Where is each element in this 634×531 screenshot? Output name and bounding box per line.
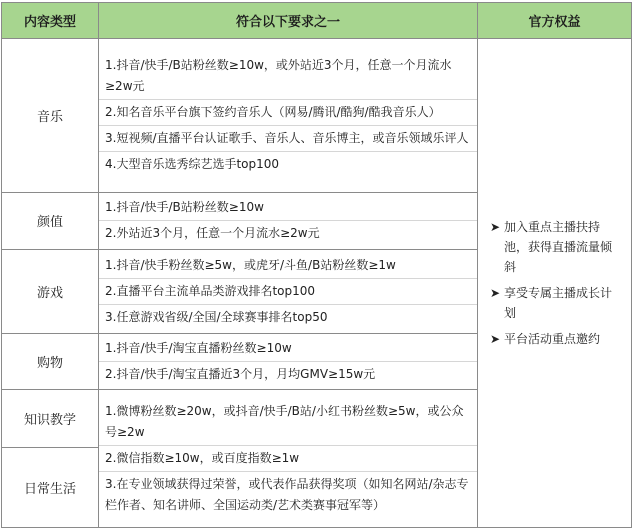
benefit-text: 加入重点主播扶持池，获得直播流量倾斜 [504, 219, 613, 274]
header-type: 内容类型 [2, 3, 99, 39]
arrow-bullet-icon: ➤ [490, 285, 501, 300]
benefit-item [490, 329, 623, 349]
requirement-cell-shopping [99, 334, 478, 390]
requirement-item: 2.知名音乐平台旗下签约音乐人（网易/腾讯/酷狗/酷我音乐人） [99, 99, 477, 125]
requirement-item: 3.在专业领域获得过荣誉，或代表作品获得奖项（如知名网站/杂志专栏作者、知名讲师、全国运动类/艺术类赛事冠军等） [99, 471, 477, 518]
requirement-item: 4.大型音乐选秀综艺选手top100 [99, 151, 477, 177]
header-row [2, 3, 632, 39]
requirement-item: 2.抖音/快手/淘宝直播近3个月，月均GMV≥15w元 [99, 361, 477, 387]
benefit-text: 平台活动重点邀约 [504, 331, 601, 346]
type-cell-looks: 颜值 [2, 192, 99, 249]
table-row-music [2, 38, 632, 192]
benefit-item [490, 283, 623, 323]
requirement-item: 3.短视频/直播平台认证歌手、音乐人、音乐博主，或音乐领域乐评人 [99, 125, 477, 151]
requirement-cell-looks [99, 192, 478, 249]
type-cell-daily-life: 日常生活 [2, 448, 99, 528]
requirement-cell-music [99, 38, 478, 192]
requirement-item: 1.抖音/快手粉丝数≥5w，或虎牙/斗鱼/B站粉丝数≥1w [105, 257, 396, 272]
requirement-item: 2.直播平台主流单品类游戏排名top100 [99, 278, 477, 304]
requirement-item: 1.抖音/快手/B站粉丝数≥10w [105, 200, 264, 215]
requirement-item: 1.抖音/快手/B站粉丝数≥10w，或外站近3个月，任意一个月流水≥2w元 [105, 58, 452, 94]
benefit-cell [478, 38, 632, 527]
type-cell-games: 游戏 [2, 249, 99, 334]
requirements-table [1, 2, 632, 528]
requirement-item: 2.外站近3个月，任意一个月流水≥2w元 [99, 220, 477, 246]
requirement-cell-games [99, 249, 478, 334]
requirement-item: 3.任意游戏省级/全国/全球赛事排名top50 [99, 304, 477, 330]
arrow-bullet-icon: ➤ [490, 331, 501, 346]
benefit-list [490, 217, 623, 349]
requirement-item: 1.抖音/快手/淘宝直播粉丝数≥10w [105, 341, 292, 356]
header-requirement: 符合以下要求之一 [99, 3, 478, 39]
requirement-item: 1.微博粉丝数≥20w，或抖音/快手/B站/小红书粉丝数≥5w，或公众号≥2w [105, 404, 464, 440]
header-benefit: 官方权益 [478, 3, 632, 39]
requirement-cell-knowledge-life [99, 390, 478, 528]
requirement-item: 2.微信指数≥10w，或百度指数≥1w [99, 445, 477, 471]
benefit-item [490, 217, 623, 277]
arrow-bullet-icon: ➤ [490, 219, 501, 234]
type-cell-music: 音乐 [2, 38, 99, 192]
benefit-text: 享受专属主播成长计划 [504, 285, 613, 320]
type-cell-shopping: 购物 [2, 334, 99, 390]
type-cell-knowledge: 知识教学 [2, 390, 99, 448]
